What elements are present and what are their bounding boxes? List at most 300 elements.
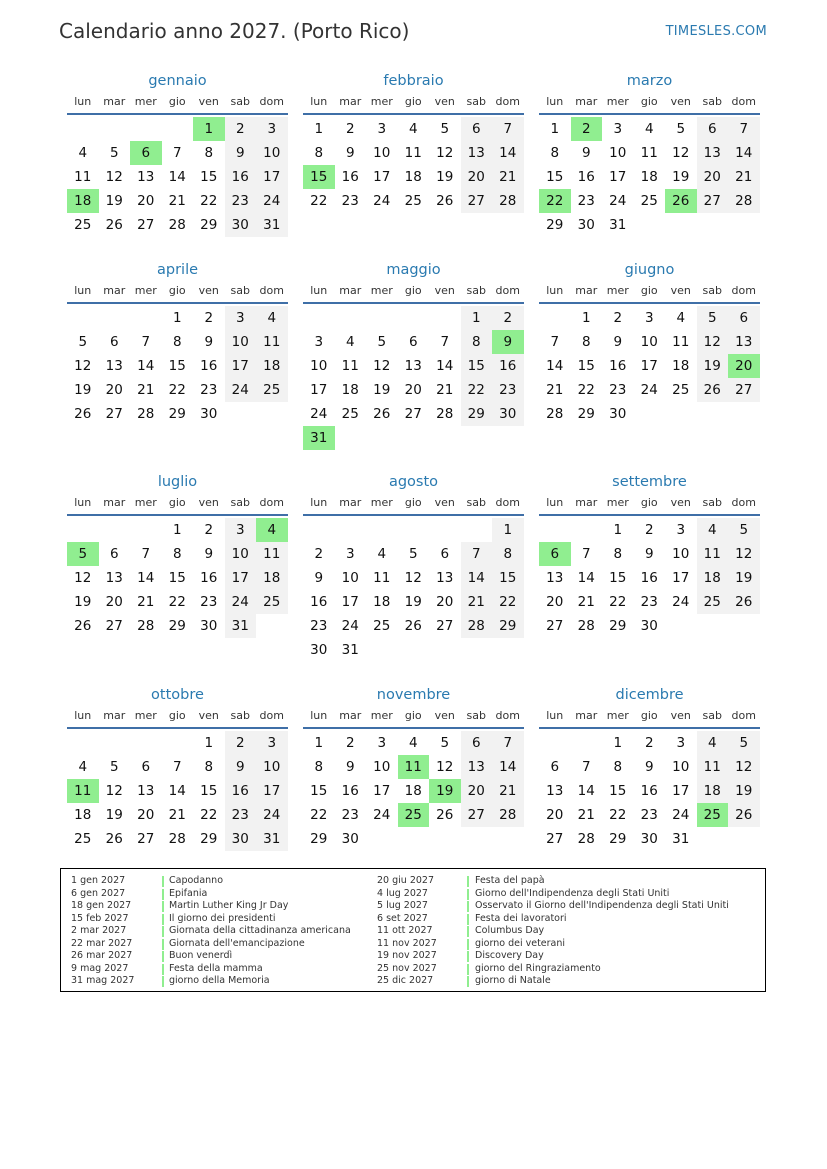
day-cell: 29	[461, 402, 493, 426]
day-cell: 19	[373, 382, 391, 398]
day-grid	[303, 731, 524, 851]
day-cell: 18	[404, 169, 422, 185]
day-cell: 28	[461, 614, 493, 638]
day-cell: 20	[105, 382, 123, 398]
day-cell: 27	[546, 618, 564, 634]
day-cell: 15	[546, 169, 564, 185]
day-cell: 24	[256, 189, 288, 213]
day-cell: 3	[225, 518, 257, 542]
empty-cell	[99, 306, 131, 330]
legend-date: 4 lug 2027	[377, 887, 428, 899]
day-cell: 28	[168, 831, 186, 847]
day-grid	[303, 306, 524, 450]
day-cell: 16	[200, 570, 218, 586]
weekday-label: ven	[434, 284, 455, 297]
day-cell: 25	[672, 382, 690, 398]
day-cell: 22	[461, 378, 493, 402]
header-divider	[303, 514, 524, 516]
legend-date: 31 mag 2027	[71, 975, 135, 986]
day-cell: 6	[408, 334, 418, 350]
weekday-header	[303, 281, 524, 301]
month-name: aprile	[156, 262, 199, 278]
site-brand-link[interactable]: TIMESLES.COM	[665, 24, 767, 39]
weekday-label: mar	[339, 496, 362, 509]
legend-color-marker	[467, 889, 469, 900]
day-cell: 10	[373, 145, 391, 161]
day-cell: 31	[609, 217, 627, 233]
holiday-day-cell: 22	[539, 189, 571, 213]
day-cell: 19	[74, 382, 92, 398]
day-cell: 22	[310, 807, 328, 823]
legend-color-marker	[162, 964, 164, 975]
day-cell: 2	[613, 310, 623, 326]
holiday-day-cell: 11	[67, 779, 99, 803]
day-cell: 18	[256, 354, 288, 378]
day-cell: 30	[640, 831, 658, 847]
month-name: febbraio	[383, 73, 444, 89]
day-cell: 22	[168, 594, 186, 610]
weekday-label: sab	[466, 709, 486, 722]
day-cell: 15	[609, 570, 627, 586]
day-cell: 25	[373, 618, 391, 634]
weekday-label: ven	[670, 496, 691, 509]
weekday-label: mer	[134, 284, 157, 297]
legend-row	[71, 963, 371, 976]
day-cell: 6	[141, 759, 151, 775]
holiday-day-cell: 6	[539, 542, 571, 566]
empty-cell	[539, 731, 571, 755]
day-cell: 25	[256, 590, 288, 614]
day-cell: 20	[105, 594, 123, 610]
legend-date: 25 dic 2027	[377, 975, 434, 986]
day-cell: 26	[697, 378, 729, 402]
day-cell: 12	[404, 570, 422, 586]
day-cell: 3	[377, 121, 387, 137]
day-cell: 3	[225, 306, 257, 330]
weekday-label: lun	[310, 95, 328, 108]
day-cell: 11	[404, 145, 422, 161]
day-cell: 10	[341, 570, 359, 586]
month-ottobre	[67, 685, 288, 851]
day-cell: 4	[408, 121, 418, 137]
legend-holiday-name: Il giorno dei presidenti	[169, 912, 276, 924]
day-cell: 29	[609, 618, 627, 634]
day-cell: 10	[373, 759, 391, 775]
weekday-label: ven	[198, 496, 219, 509]
day-cell: 20	[436, 594, 454, 610]
day-cell: 25	[404, 193, 422, 209]
weekday-label: sab	[230, 284, 250, 297]
day-cell: 8	[314, 145, 324, 161]
day-cell: 24	[373, 193, 391, 209]
day-cell: 7	[581, 546, 591, 562]
day-cell: 26	[728, 590, 760, 614]
day-cell: 28	[577, 831, 595, 847]
day-cell: 9	[225, 141, 257, 165]
weekday-label: dom	[259, 284, 284, 297]
weekday-header	[67, 92, 288, 112]
day-cell: 12	[436, 145, 454, 161]
day-cell: 9	[314, 570, 324, 586]
header-divider	[539, 113, 760, 115]
legend-color-marker	[162, 914, 164, 925]
day-cell: 3	[613, 121, 623, 137]
day-cell: 12	[74, 358, 92, 374]
empty-cell	[99, 518, 131, 542]
weekday-header	[67, 706, 288, 726]
weekday-header	[303, 92, 524, 112]
day-cell: 31	[672, 831, 690, 847]
day-cell: 4	[78, 145, 88, 161]
holiday-day-cell: 2	[571, 117, 603, 141]
header-divider	[539, 514, 760, 516]
empty-cell	[67, 117, 99, 141]
day-cell: 4	[377, 546, 387, 562]
empty-cell	[67, 731, 99, 755]
legend-row	[377, 913, 762, 926]
day-cell: 27	[546, 831, 564, 847]
legend-date: 25 nov 2027	[377, 962, 437, 974]
month-aprile	[67, 260, 288, 426]
weekday-label: lun	[546, 284, 564, 297]
weekday-label: mer	[606, 496, 629, 509]
weekday-label: mer	[606, 709, 629, 722]
legend-row	[71, 950, 371, 963]
day-cell: 3	[644, 310, 654, 326]
day-cell: 4	[408, 735, 418, 751]
day-cell: 27	[461, 803, 493, 827]
day-cell: 5	[697, 306, 729, 330]
day-cell: 28	[492, 189, 524, 213]
weekday-label: sab	[230, 95, 250, 108]
day-cell: 16	[609, 358, 627, 374]
empty-cell	[335, 306, 367, 330]
legend-color-marker	[467, 901, 469, 912]
weekday-label: dom	[495, 284, 520, 297]
day-cell: 10	[672, 546, 690, 562]
weekday-label: lun	[310, 496, 328, 509]
weekday-header	[539, 493, 760, 513]
day-cell: 30	[225, 827, 257, 851]
day-cell: 22	[168, 382, 186, 398]
legend-row	[377, 888, 762, 901]
day-cell: 23	[200, 382, 218, 398]
weekday-label: dom	[259, 496, 284, 509]
day-cell: 17	[373, 783, 391, 799]
weekday-label: lun	[546, 496, 564, 509]
legend-row	[71, 900, 371, 913]
day-cell: 14	[168, 783, 186, 799]
day-cell: 9	[345, 145, 355, 161]
day-cell: 13	[137, 783, 155, 799]
holiday-day-cell: 25	[697, 803, 729, 827]
day-cell: 22	[609, 594, 627, 610]
legend-holiday-name: Festa della mamma	[169, 962, 263, 974]
weekday-label: mar	[575, 95, 598, 108]
weekday-label: mer	[606, 95, 629, 108]
day-cell: 8	[581, 334, 591, 350]
day-cell: 29	[609, 831, 627, 847]
weekday-label: mar	[103, 95, 126, 108]
day-cell: 16	[341, 169, 359, 185]
day-cell: 24	[640, 382, 658, 398]
weekday-label: dom	[495, 496, 520, 509]
day-cell: 22	[200, 807, 218, 823]
holiday-day-cell: 20	[728, 354, 760, 378]
day-cell: 3	[676, 735, 686, 751]
day-cell: 19	[728, 566, 760, 590]
day-cell: 10	[609, 145, 627, 161]
day-cell: 13	[546, 570, 564, 586]
legend-row	[377, 963, 762, 976]
day-cell: 29	[200, 217, 218, 233]
day-cell: 24	[256, 803, 288, 827]
day-cell: 17	[373, 169, 391, 185]
day-cell: 26	[728, 803, 760, 827]
day-cell: 5	[78, 334, 88, 350]
day-cell: 23	[225, 189, 257, 213]
day-cell: 27	[137, 217, 155, 233]
day-cell: 14	[137, 358, 155, 374]
day-cell: 5	[440, 735, 450, 751]
day-cell: 23	[640, 594, 658, 610]
day-cell: 1	[613, 522, 623, 538]
legend-row	[71, 938, 371, 951]
day-cell: 10	[225, 542, 257, 566]
weekday-label: gio	[168, 284, 186, 297]
day-cell: 9	[345, 759, 355, 775]
weekday-label: sab	[466, 95, 486, 108]
day-cell: 6	[728, 306, 760, 330]
weekday-label: mar	[575, 284, 598, 297]
day-cell: 18	[640, 169, 658, 185]
day-cell: 13	[697, 141, 729, 165]
day-cell: 29	[492, 614, 524, 638]
legend-color-marker	[467, 976, 469, 987]
empty-cell	[130, 306, 162, 330]
header-divider	[303, 113, 524, 115]
day-cell: 31	[341, 642, 359, 658]
day-cell: 30	[200, 618, 218, 634]
legend-row	[71, 875, 371, 888]
weekday-label: mer	[370, 496, 393, 509]
weekday-header	[539, 281, 760, 301]
day-cell: 8	[204, 759, 214, 775]
weekday-label: lun	[74, 284, 92, 297]
weekday-label: sab	[702, 284, 722, 297]
day-cell: 6	[697, 117, 729, 141]
holiday-day-cell: 6	[130, 141, 162, 165]
weekday-label: lun	[546, 709, 564, 722]
weekday-label: mar	[339, 95, 362, 108]
day-cell: 4	[697, 518, 729, 542]
legend-holiday-name: Festa del papà	[475, 875, 545, 886]
day-cell: 26	[436, 193, 454, 209]
day-cell: 21	[728, 165, 760, 189]
day-grid	[303, 518, 524, 662]
legend-date: 6 set 2027	[377, 912, 428, 924]
day-cell: 26	[74, 618, 92, 634]
day-cell: 22	[492, 590, 524, 614]
day-cell: 11	[373, 570, 391, 586]
day-cell: 16	[225, 779, 257, 803]
day-cell: 7	[492, 117, 524, 141]
legend-color-marker	[162, 901, 164, 912]
holiday-day-cell: 26	[665, 189, 697, 213]
day-grid	[67, 117, 288, 237]
day-cell: 12	[672, 145, 690, 161]
day-cell: 30	[492, 402, 524, 426]
holiday-day-cell: 19	[429, 779, 461, 803]
day-cell: 17	[640, 358, 658, 374]
day-cell: 18	[74, 807, 92, 823]
day-cell: 7	[172, 759, 182, 775]
day-cell: 26	[105, 831, 123, 847]
day-cell: 10	[640, 334, 658, 350]
day-cell: 7	[581, 759, 591, 775]
day-cell: 19	[728, 779, 760, 803]
weekday-label: lun	[74, 496, 92, 509]
legend-holiday-name: Festa dei lavoratori	[475, 912, 567, 924]
day-cell: 12	[74, 570, 92, 586]
legend-row	[71, 913, 371, 926]
weekday-label: sab	[230, 496, 250, 509]
day-grid	[67, 518, 288, 638]
month-name: luglio	[157, 474, 198, 490]
legend-row	[377, 900, 762, 913]
day-cell: 21	[577, 807, 595, 823]
empty-cell	[67, 306, 99, 330]
day-cell: 18	[697, 779, 729, 803]
legend-holiday-name: Epifania	[169, 887, 208, 899]
day-cell: 24	[341, 618, 359, 634]
month-marzo	[539, 71, 760, 237]
empty-cell	[429, 306, 461, 330]
day-cell: 21	[168, 807, 186, 823]
day-cell: 14	[461, 566, 493, 590]
day-cell: 30	[200, 406, 218, 422]
day-cell: 14	[492, 141, 524, 165]
weekday-label: sab	[702, 709, 722, 722]
weekday-label: dom	[731, 709, 756, 722]
holiday-day-cell: 31	[303, 426, 335, 450]
weekday-header	[67, 281, 288, 301]
day-cell: 23	[341, 807, 359, 823]
page-title: Calendario anno 2027. (Porto Rico)	[59, 19, 410, 43]
day-cell: 17	[256, 779, 288, 803]
day-cell: 10	[225, 330, 257, 354]
day-cell: 28	[137, 618, 155, 634]
empty-cell	[162, 117, 194, 141]
day-cell: 4	[78, 759, 88, 775]
day-cell: 2	[225, 731, 257, 755]
day-cell: 20	[137, 807, 155, 823]
day-cell: 11	[672, 334, 690, 350]
holiday-day-cell: 18	[67, 189, 99, 213]
legend-date: 22 mar 2027	[71, 937, 133, 949]
day-cell: 23	[200, 594, 218, 610]
legend-holiday-name: giorno dei veterani	[475, 937, 566, 949]
day-cell: 1	[172, 522, 182, 538]
weekday-label: mar	[575, 709, 598, 722]
legend-color-marker	[162, 889, 164, 900]
legend-date: 9 mag 2027	[71, 962, 129, 974]
weekday-label: mer	[606, 284, 629, 297]
day-cell: 12	[436, 759, 454, 775]
legend-color-marker	[162, 876, 164, 887]
legend-holiday-name: Giornata della cittadinanza americana	[169, 925, 351, 936]
holiday-day-cell: 11	[398, 755, 430, 779]
day-cell: 15	[577, 358, 595, 374]
day-cell: 14	[577, 783, 595, 799]
empty-cell	[398, 306, 430, 330]
day-cell: 3	[676, 522, 686, 538]
legend-date: 15 feb 2027	[71, 912, 129, 924]
weekday-label: gio	[168, 496, 186, 509]
weekday-header	[67, 493, 288, 513]
weekday-label: dom	[495, 95, 520, 108]
day-cell: 24	[672, 807, 690, 823]
day-cell: 16	[310, 594, 328, 610]
day-cell: 2	[204, 310, 214, 326]
legend-color-marker	[467, 926, 469, 937]
holiday-day-cell: 15	[303, 165, 335, 189]
legend-date: 5 lug 2027	[377, 900, 428, 911]
day-cell: 18	[373, 594, 391, 610]
weekday-label: ven	[434, 95, 455, 108]
day-cell: 2	[345, 735, 355, 751]
weekday-label: mar	[103, 709, 126, 722]
day-cell: 15	[461, 354, 493, 378]
legend-row	[377, 975, 762, 988]
empty-cell	[461, 518, 493, 542]
day-cell: 13	[546, 783, 564, 799]
day-cell: 25	[640, 193, 658, 209]
day-cell: 17	[672, 783, 690, 799]
empty-cell	[162, 731, 194, 755]
day-cell: 7	[172, 145, 182, 161]
day-cell: 11	[697, 755, 729, 779]
legend-color-marker	[467, 951, 469, 962]
weekday-label: lun	[310, 709, 328, 722]
day-cell: 15	[200, 783, 218, 799]
weekday-label: gio	[404, 284, 422, 297]
day-cell: 23	[341, 193, 359, 209]
day-cell: 7	[141, 546, 151, 562]
legend-holiday-name: Columbus Day	[475, 925, 545, 936]
day-cell: 17	[256, 165, 288, 189]
day-cell: 2	[345, 121, 355, 137]
day-cell: 9	[204, 546, 214, 562]
legend-color-marker	[467, 914, 469, 925]
day-cell: 4	[676, 310, 686, 326]
weekday-header	[539, 92, 760, 112]
day-cell: 12	[105, 783, 123, 799]
day-cell: 29	[200, 831, 218, 847]
day-cell: 15	[609, 783, 627, 799]
day-cell: 9	[581, 145, 591, 161]
day-cell: 23	[577, 193, 595, 209]
day-cell: 13	[728, 330, 760, 354]
day-cell: 8	[314, 759, 324, 775]
weekday-label: gio	[640, 284, 658, 297]
day-cell: 24	[672, 594, 690, 610]
weekday-label: mar	[103, 496, 126, 509]
day-cell: 16	[225, 165, 257, 189]
day-cell: 2	[314, 546, 324, 562]
header-divider	[67, 302, 288, 304]
day-cell: 1	[314, 121, 324, 137]
